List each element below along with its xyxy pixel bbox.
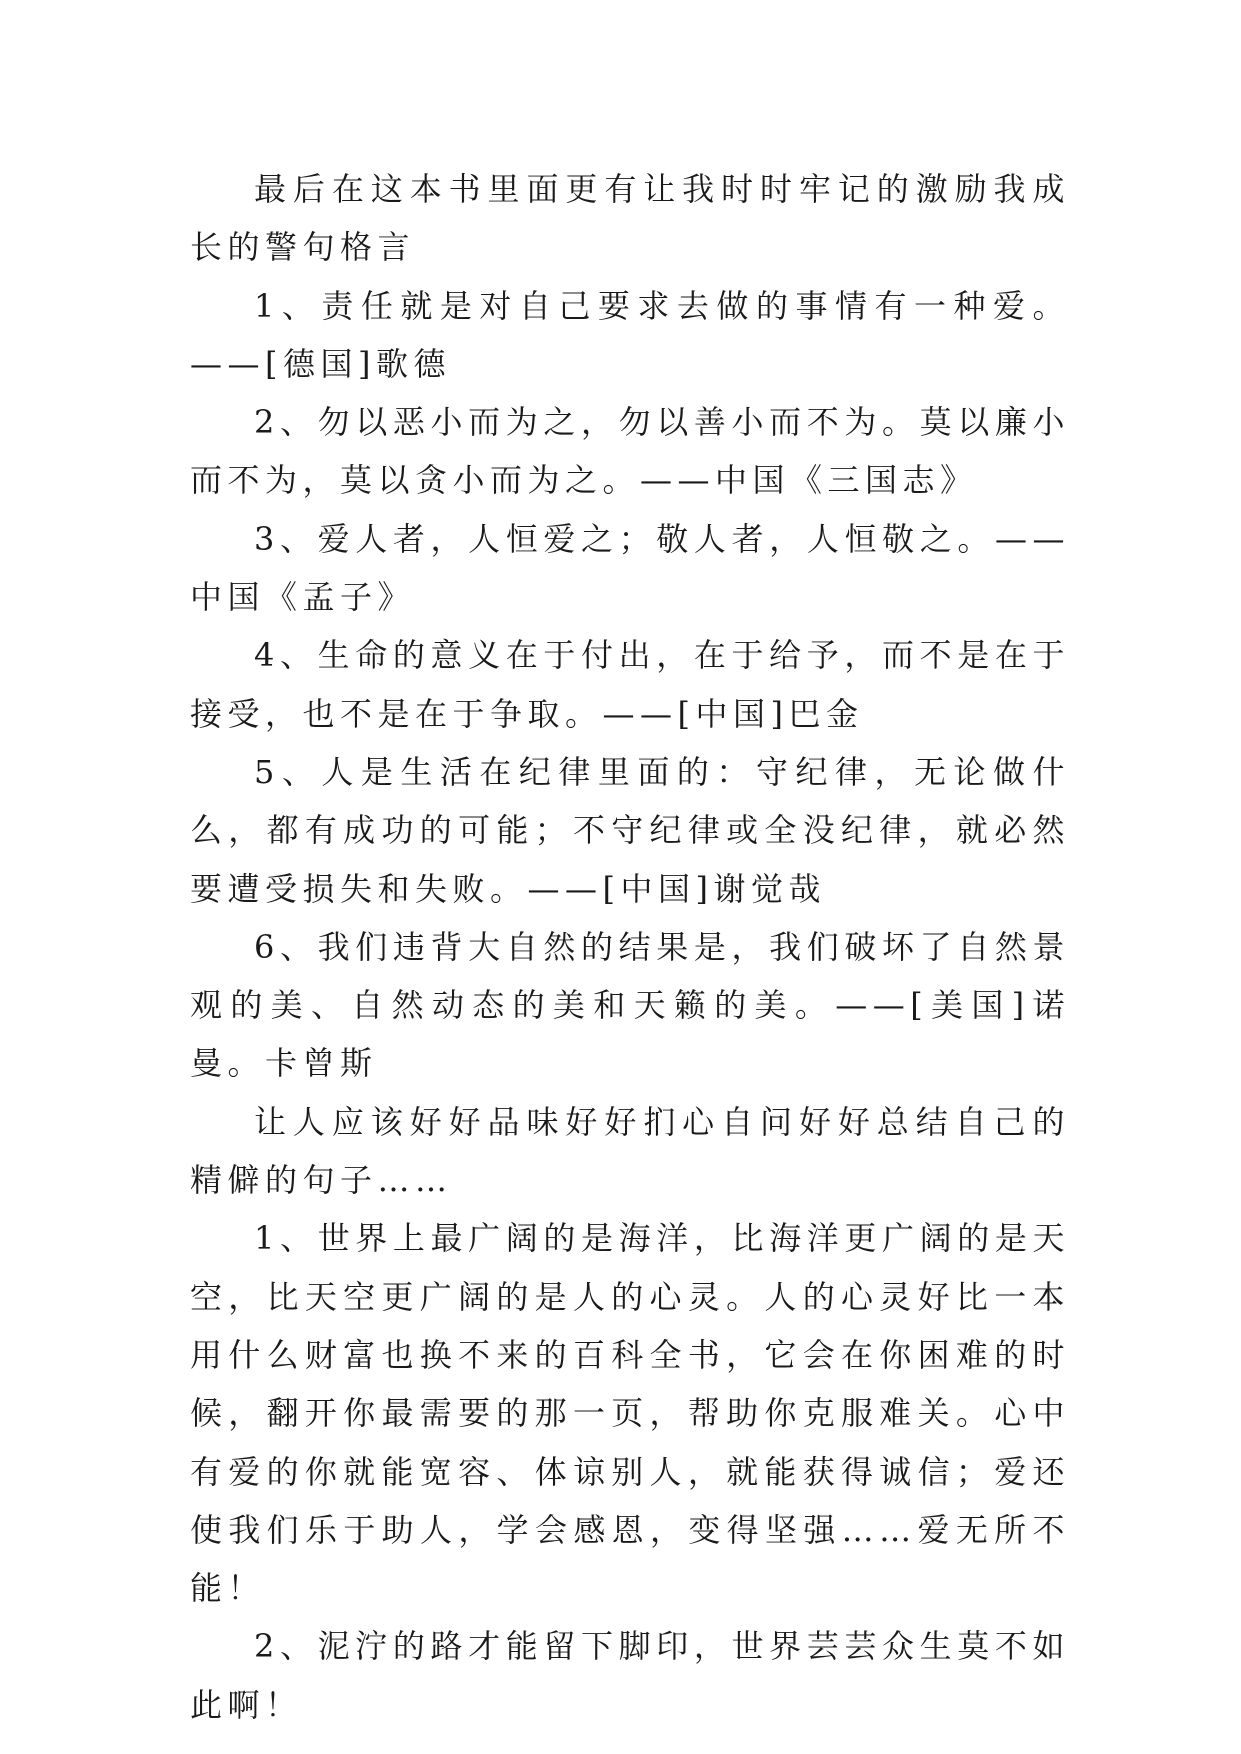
paragraph-intro: 最后在这本书里面更有让我时时牢记的激励我成长的警句格言	[190, 170, 1070, 267]
quote-item-1: 1、责任就是对自己要求去做的事情有一种爱。——[德国]歌德	[190, 286, 1070, 383]
sentence-item-2: 2、泥泞的路才能留下脚印，世界芸芸众生莫不如此啊！	[190, 1627, 1070, 1724]
quote-item-3: 3、爱人者，人恒爱之；敬人者，人恒敬之。——中国《孟子》	[190, 519, 1070, 617]
quote-item-6: 6、我们违背大自然的结果是，我们破坏了自然景观的美、自然动态的美和天籁的美。——[美国]诺曼。卡曾斯	[190, 927, 1070, 1083]
paragraph-section-intro: 让人应该好好品味好好扪心自问好好总结自己的精僻的句子……	[190, 1102, 1070, 1200]
quote-item-2: 2、勿以恶小而为之，勿以善小而不为。莫以廉小而不为，莫以贪小而为之。——中国《三国志》	[190, 403, 1070, 500]
document-body	[190, 160, 1070, 1734]
quote-item-4: 4、生命的意义在于付出，在于给予，而不是在于接受，也不是在于争取。——[中国]巴金	[190, 636, 1070, 733]
sentence-item-1: 1、世界上最广阔的是海洋，比海洋更广阔的是天空，比天空更广阔的是人的心灵。人的心灵好比一本用什么财富也换不来的百科全书，它会在你困难的时候，翻开你最需要的那一页，帮助你克服难关。心中有爱的你就能宽容、体谅别人，就能获得诚信；爱还使我们乐于助人，学会感恩，变得坚强……爱无所不能！	[190, 1219, 1070, 1608]
quote-item-5: 5、人是生活在纪律里面的：守纪律，无论做什么，都有成功的可能；不守纪律或全没纪律，就必然要遭受损失和失败。——[中国]谢觉哉	[190, 752, 1070, 908]
